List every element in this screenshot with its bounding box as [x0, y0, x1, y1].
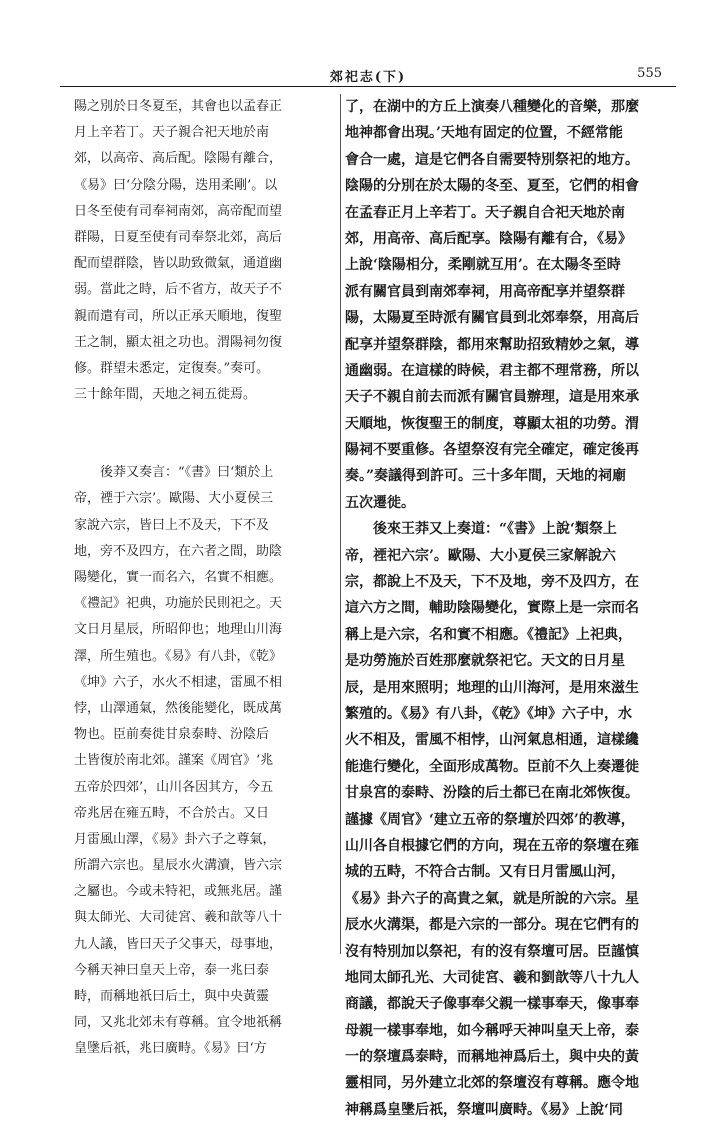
text-line: 弱。當此之時，后不省方，故天子不: [74, 282, 283, 298]
text-line: 宗，都說上不及天，下不及地，旁不及四方，在: [345, 574, 639, 591]
text-line: 陽變化，實一而名六，名實不相應。: [74, 570, 283, 585]
translation-column: [345, 94, 647, 1123]
text-line: 五次遷徙。: [345, 494, 415, 511]
text-line: 靈相同，另外建立北郊的祭壇沒有尊稱。應令地: [345, 1075, 639, 1092]
text-line: 辰，是用來照明；地理的山川海河，是用來滋生: [345, 679, 639, 696]
text-line: 配而望群陰，皆以助致微氣，通道幽: [74, 256, 283, 272]
text-line: 郊，以高帝、高后配。陰陽有離合，: [74, 151, 283, 167]
text-line: 奏。”奏議得到許可。三十多年間，天地的祠廟: [345, 468, 627, 485]
text-line: 親而遣有司，所以正承天順地，復聖: [74, 308, 283, 324]
text-line: 了，在湖中的方丘上演奏八種變化的音樂，那麼: [345, 99, 639, 115]
classical-text-column: [74, 94, 330, 1063]
paragraph-gap: [74, 408, 330, 460]
text-line: 城的五畤，不符合古制。又有日月雷風山河，: [345, 864, 625, 881]
text-line: 上說‘陰陽相分，柔剛就互用’。在太陽冬至時: [345, 257, 621, 274]
text-line: 一的祭壇爲泰畤，而稱地神爲后土，與中央的黃: [345, 1049, 639, 1066]
text-line: 母親一樣事奉地，如今稱呼天神叫皇天上帝，泰: [345, 1022, 639, 1039]
text-line: 地，旁不及四方，在六者之間，助陰: [74, 543, 283, 559]
text-line: 地神都會出現。’天地有固定的位置，不經常能: [345, 125, 623, 142]
text-line: 謹據《周官》‘建立五帝的祭壇於四郊’的教導，: [345, 811, 635, 828]
text-line: 陽祠不要重修。各望祭沒有完全確定，確定後再: [345, 442, 639, 459]
text-line: 同，又兆北郊未有尊稱。宜令地祇稱: [74, 1015, 283, 1031]
text-line: 神稱爲皇墬后祇，祭壇叫廣畤。《易》上說‘同: [345, 1101, 623, 1118]
text-line: 沒有特別加以祭祀，有的沒有祭壇可居。臣謹慎: [345, 943, 639, 960]
text-line: 悖，山澤通氣，然後能變化，既成萬: [74, 700, 283, 716]
text-line: 文日月星辰，所昭仰也；地理山川海: [74, 622, 283, 638]
text-line: 山川各自根據它們的方向，現在五帝的祭壇在雍: [345, 837, 639, 854]
text-line: 天子不親自前去而派有關官員辦理，這是用來承: [345, 389, 639, 406]
column-divider: [340, 94, 341, 954]
text-line: 月上辛若丁。天子親合祀天地於南: [74, 125, 270, 141]
text-line: 配享并望祭群陰，都用來幫助招致精妙之氣，導: [345, 336, 639, 353]
text-line: 天順地，恢復聖王的制度，尊顯太祖的功勞。渭: [345, 415, 639, 432]
text-line: 這六方之間，輔助陰陽變化，實際上是一宗而名: [345, 600, 639, 617]
text-line: 郊，用高帝、高后配享。陰陽有離有合，《易》: [345, 230, 632, 247]
text-line: 能進行變化，全面形成萬物。臣前不久上奏遷徙: [345, 758, 639, 775]
text-line: 稱上是六宗，名和實不相應。《禮記》上祀典，: [345, 626, 632, 643]
text-line: 繁殖的。《易》有八卦，《乾》《坤》六子中，水: [345, 705, 632, 722]
text-line: 土皆復於南北郊。謹案《周官》‘兆: [74, 753, 274, 769]
text-line: 畤，而稱地祇曰后土，與中央黃靈: [74, 989, 270, 1004]
text-line: 三十餘年間，天地之祠五徙焉。: [74, 387, 257, 403]
text-line: 修。群望未悉定，定復奏。”奏可。: [74, 360, 270, 376]
text-line: 皇墬后祇，兆曰廣畤。《易》曰‘方: [74, 1041, 267, 1057]
page-header: [60, 66, 676, 88]
text-line: 火不相及，雷風不相悖，山河氣息相通，這樣纔: [345, 732, 639, 749]
text-line: 商議，都說天子像事奉父親一樣事奉天，像事奉: [345, 996, 639, 1013]
text-line: 《易》曰‘分陰分陽，迭用柔剛’。以: [74, 177, 278, 193]
text-line: 九人議，皆曰天子父事天，母事地，: [74, 936, 283, 952]
text-line: 王之制，顯太祖之功也。渭陽祠勿復: [74, 334, 283, 350]
text-line: 群陽，日夏至使有司奉祭北郊，高后: [74, 229, 283, 245]
text-line: 之屬也。今或未特祀，或無兆居。謹: [74, 884, 283, 900]
text-line: 甘泉宮的泰畤、汾陰的后土都已在南北郊恢復。: [345, 785, 639, 802]
text-line: 帝兆居在雍五畤，不合於古。又日: [74, 805, 270, 821]
text-line: 五帝於四郊’，山川各因其方，今五: [74, 779, 274, 795]
text-line: 月雷風山澤，《易》卦六子之尊氣，: [74, 831, 276, 847]
text-line: 陰陽的分別在於太陽的冬至、夏至，它們的相會: [345, 178, 639, 195]
text-line: 辰水火溝渠，都是六宗的一部分。現在它們有的: [345, 917, 639, 934]
text-line: 後莽又奏言：“《書》曰‘類於上: [74, 465, 274, 481]
text-line: 地同太師孔光、大司徒宮、羲和劉歆等八十九人: [345, 969, 639, 986]
text-line: 派有關官員到南郊奉祠，用高帝配享并望祭群: [345, 283, 625, 300]
text-line: 《易》卦六子的高貴之氣，就是所說的六宗。星: [345, 890, 639, 907]
text-line: 陽之別於日冬夏至，其會也以孟春正: [74, 99, 283, 114]
text-line: 陽，太陽夏至時派有關官員到北郊奉祭，用高后: [345, 310, 639, 327]
text-line: 與太師光、大司徒宮、羲和歆等八十: [74, 910, 283, 926]
text-line: 《禮記》祀典，功施於民則祀之。天: [74, 596, 283, 612]
text-line: 家說六宗，皆曰上不及天，下不及: [74, 517, 270, 533]
page-number: 555: [637, 66, 662, 81]
text-line: 是功勞施於百姓那麼就祭祀它。天文的日月星: [345, 653, 625, 670]
text-line: 通幽弱。在這樣的時候，君主都不理常務，所以: [345, 362, 639, 379]
text-line: 日冬至使有司奉祠南郊，高帝配而望: [74, 203, 283, 219]
text-line: 帝，禋于六宗’。歐陽、大小夏侯三: [74, 491, 274, 507]
text-line: 今稱天神曰皇天上帝，泰一兆曰泰: [74, 962, 270, 978]
text-line: 澤，所生殖也。《易》有八卦，《乾》: [74, 648, 283, 664]
text-line: 物也。臣前奏徙甘泉泰畤、汾陰后: [74, 727, 270, 743]
text-line: 《坤》六子，水火不相逮，雷風不相: [74, 674, 283, 690]
text-line: 會合一處，這是它們各自需要特別祭祀的地方。: [345, 151, 639, 168]
text-line: 帝，禋祀六宗’。歐陽、大小夏侯三家解說六: [345, 547, 616, 564]
text-line: 在孟春正月上辛若丁。天子親自合祀天地於南: [345, 204, 625, 221]
header-rule: [60, 86, 676, 87]
text-line: 後來王莽又上奏道：“《書》上說‘類祭上: [345, 521, 617, 538]
text-line: 所謂六宗也。星辰水火溝瀆，皆六宗: [74, 858, 283, 874]
running-title: 郊祀志(下): [329, 70, 407, 85]
